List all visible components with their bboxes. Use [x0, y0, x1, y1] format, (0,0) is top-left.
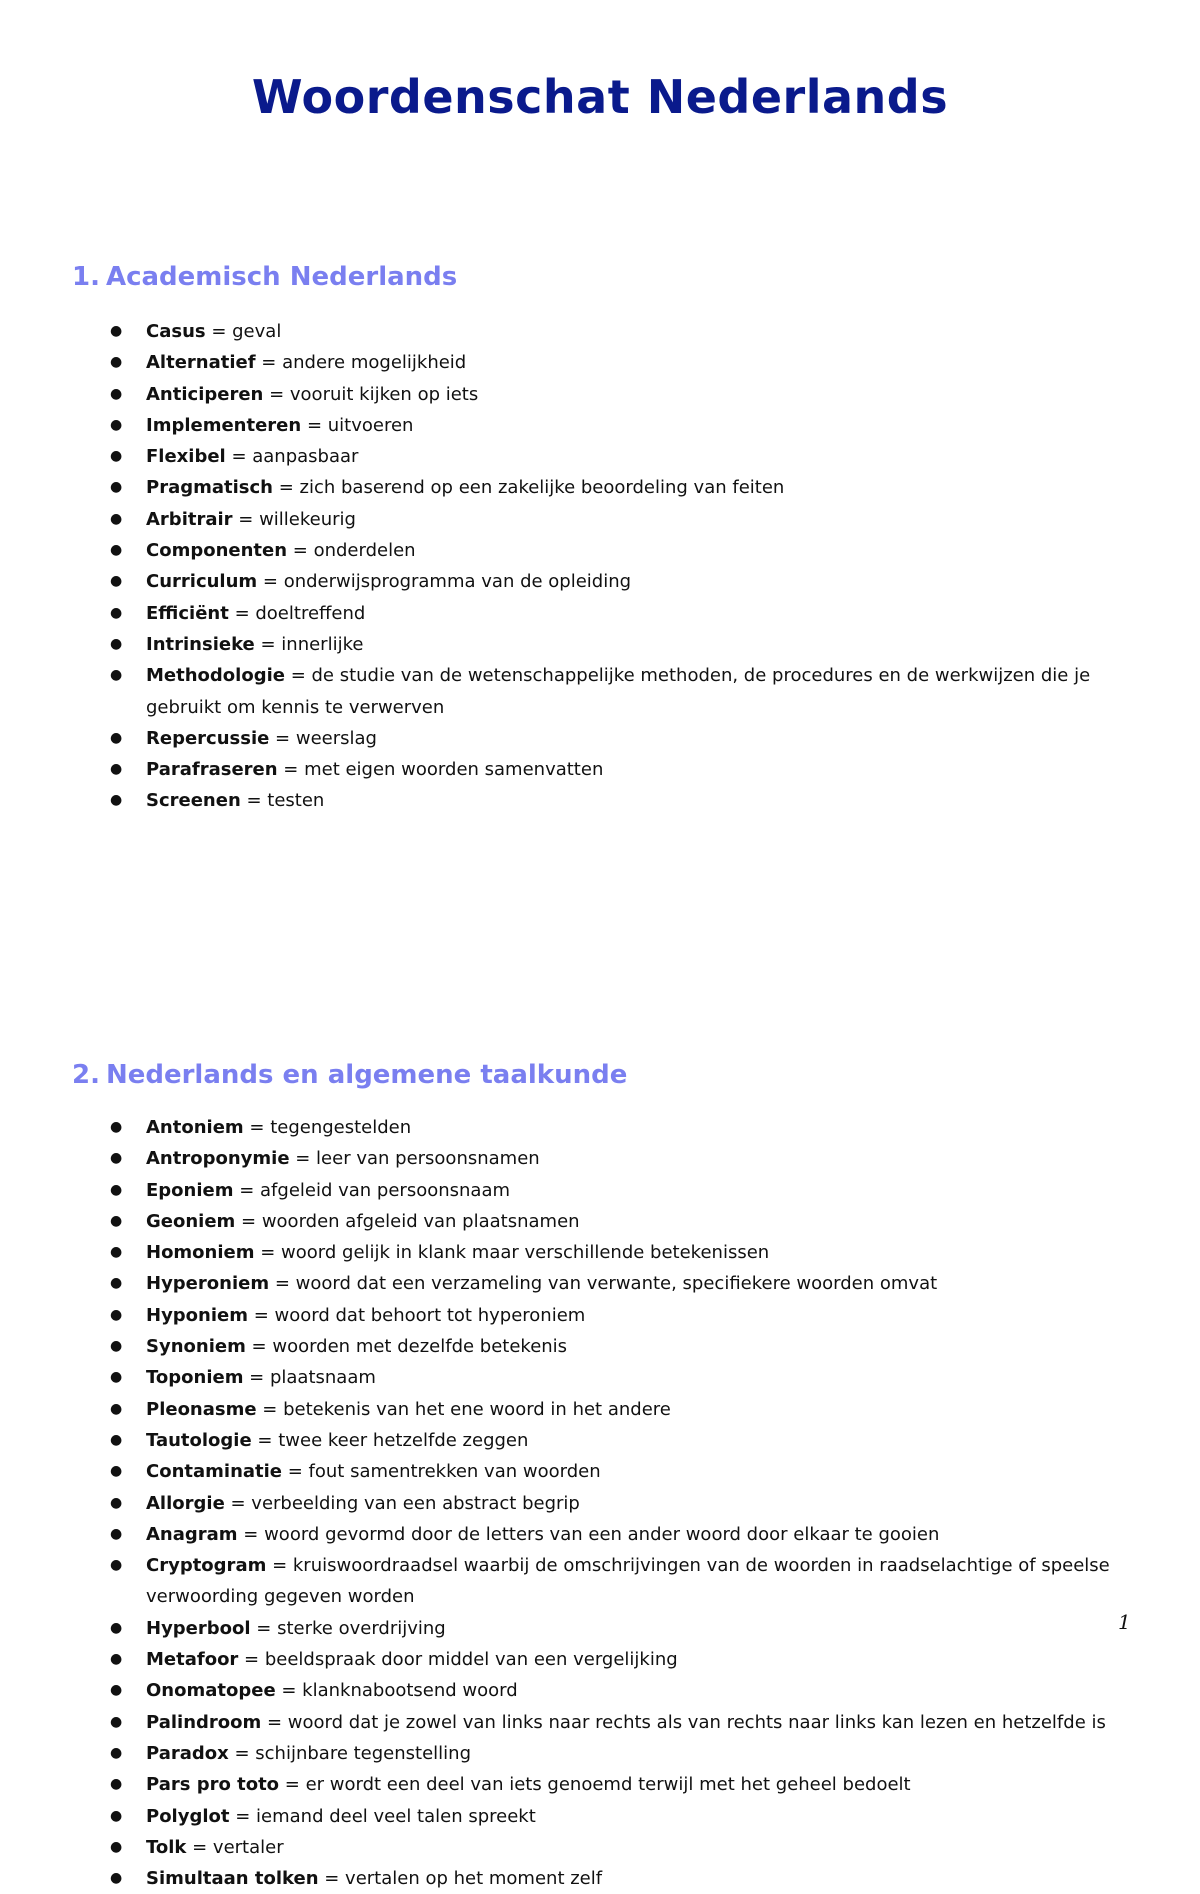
- term-word: Pars pro toto: [146, 1774, 280, 1796]
- term-definition: = tegengestelden: [243, 1117, 412, 1138]
- list-item: [0, 1206, 1150, 1237]
- bullet-icon: ●: [110, 1150, 123, 1167]
- term-word: Metafoor: [146, 1649, 239, 1671]
- term-list-2: [0, 1112, 1150, 1894]
- term-definition: = zich baserend op een zakelijke beoordeling van feiten: [272, 477, 785, 499]
- list-item: [0, 504, 1150, 535]
- term-word: Tautologie: [146, 1429, 252, 1451]
- term-definition: = schijnbare tegenstelling: [228, 1742, 472, 1764]
- list-item: [0, 316, 1150, 347]
- term-word: Methodologie: [146, 665, 285, 687]
- term-word: Palindroom: [146, 1711, 262, 1733]
- section-title-1: Academisch Nederlands: [105, 262, 458, 292]
- list-item: [0, 566, 1150, 597]
- bullet-icon: ●: [110, 1463, 123, 1480]
- bullet-icon: ●: [110, 1494, 123, 1511]
- bullet-icon: ●: [110, 1744, 123, 1761]
- bullet-icon: ●: [110, 1651, 123, 1668]
- term-word: Curriculum: [146, 571, 258, 593]
- bullet-icon: ●: [110, 479, 123, 496]
- term-definition: = plaatsnaam: [243, 1367, 376, 1389]
- list-item: [0, 1143, 1150, 1174]
- bullet-icon: ●: [110, 1244, 123, 1261]
- bullet-icon: ●: [110, 1212, 123, 1229]
- term-definition: = woorden met dezelfde betekenis: [245, 1336, 568, 1358]
- term-definition: = afgeleid van persoonsnaam: [233, 1179, 511, 1201]
- term-definition: = leer van persoonsnamen: [289, 1148, 540, 1170]
- term-word: Arbitrair: [146, 508, 233, 530]
- section-number-2: 2.: [72, 1060, 100, 1090]
- term-word: Hyperbool: [146, 1617, 251, 1639]
- bullet-icon: ●: [110, 792, 123, 809]
- list-item: [0, 1675, 1150, 1706]
- list-item: [0, 1769, 1150, 1800]
- section-heading-2: [72, 1060, 627, 1090]
- term-definition: = uitvoeren: [301, 414, 414, 436]
- term-word: Hyperoniem: [146, 1273, 270, 1295]
- list-item: [0, 410, 1150, 441]
- section-title-2: Nederlands en algemene taalkunde: [105, 1060, 628, 1090]
- term-word: Anticiperen: [146, 383, 264, 405]
- list-item: [0, 441, 1150, 472]
- section-number-1: 1.: [72, 262, 100, 292]
- list-item: [0, 1738, 1150, 1769]
- term-definition: = doeltreffend: [228, 602, 366, 624]
- bullet-icon: ●: [110, 1338, 123, 1355]
- bullet-icon: ●: [110, 1682, 123, 1699]
- list-item: [0, 1425, 1150, 1456]
- term-word: Eponiem: [146, 1179, 234, 1201]
- bullet-icon: ●: [110, 635, 123, 652]
- term-word: Screenen: [146, 790, 241, 812]
- term-definition: = woord dat behoort tot hyperoniem: [248, 1304, 586, 1326]
- term-definition: = iemand deel veel talen spreekt: [229, 1805, 536, 1827]
- term-definition: = betekenis van het ene woord in het andere: [256, 1398, 671, 1420]
- term-word: Tolk: [146, 1836, 187, 1858]
- list-item: [0, 1707, 1150, 1738]
- term-definition: = onderdelen: [287, 540, 416, 562]
- term-definition: = kruiswoordraadsel waarbij de omschrijvingen van de woorden in raadselachtige of speelse verwoording gegeven worden: [146, 1555, 1110, 1608]
- list-item: [0, 1394, 1150, 1425]
- list-item: [0, 660, 1150, 723]
- term-definition: = vertaler: [186, 1836, 284, 1858]
- bullet-icon: ●: [110, 1807, 123, 1824]
- bullet-icon: ●: [110, 542, 123, 559]
- term-word: Anagram: [146, 1523, 238, 1545]
- list-item: [0, 1331, 1150, 1362]
- term-definition: = fout samentrekken van woorden: [282, 1461, 601, 1483]
- list-item: [0, 1175, 1150, 1206]
- term-word: Antroponymie: [146, 1148, 290, 1170]
- term-word: Intrinsieke: [146, 633, 255, 655]
- bullet-icon: ●: [110, 1619, 123, 1636]
- bullet-icon: ●: [110, 1369, 123, 1386]
- term-definition: = beeldspraak door middel van een vergelijking: [238, 1649, 678, 1671]
- list-item: [0, 1268, 1150, 1299]
- term-word: Geoniem: [146, 1210, 236, 1232]
- term-word: Hyponiem: [146, 1304, 248, 1326]
- term-definition: = woord gelijk in klank maar verschillende betekenissen: [254, 1242, 770, 1264]
- term-definition: = klanknabootsend woord: [275, 1680, 518, 1702]
- bullet-icon: ●: [110, 667, 123, 684]
- list-item: [0, 472, 1150, 503]
- term-definition: = testen: [240, 790, 325, 812]
- term-word: Casus: [146, 321, 206, 342]
- term-word: Pragmatisch: [146, 477, 273, 499]
- term-word: Antoniem: [146, 1117, 244, 1138]
- list-item: [0, 1550, 1150, 1613]
- term-word: Toponiem: [146, 1367, 244, 1389]
- list-item: [0, 629, 1150, 660]
- list-item: [0, 1456, 1150, 1487]
- term-word: Homoniem: [146, 1242, 255, 1264]
- list-item: [0, 754, 1150, 785]
- bullet-icon: ●: [110, 1275, 123, 1292]
- bullet-icon: ●: [110, 761, 123, 778]
- term-word: Parafraseren: [146, 759, 278, 781]
- list-item: [0, 785, 1150, 816]
- bullet-icon: ●: [110, 1525, 123, 1542]
- term-definition: = twee keer hetzelfde zeggen: [251, 1429, 529, 1451]
- list-item: [0, 723, 1150, 754]
- term-word: Alternatief: [146, 352, 256, 374]
- term-definition: = de studie van de wetenschappelijke methoden, de procedures en de werkwijzen die je gebruikt om kennis te verwerven: [146, 665, 1091, 718]
- bullet-icon: ●: [110, 416, 123, 433]
- list-item: [0, 1488, 1150, 1519]
- bullet-icon: ●: [110, 385, 123, 402]
- bullet-icon: ●: [110, 1181, 123, 1198]
- bullet-icon: ●: [110, 573, 123, 590]
- bullet-icon: ●: [110, 729, 123, 746]
- bullet-icon: ●: [110, 354, 123, 371]
- term-definition: = woord dat je zowel van links naar rechts als van rechts naar links kan lezen en hetzelfde is: [261, 1711, 1106, 1733]
- list-item: [0, 1644, 1150, 1675]
- page-number: 1: [1118, 1610, 1131, 1634]
- bullet-icon: ●: [110, 1838, 123, 1855]
- bullet-icon: ●: [110, 1431, 123, 1448]
- term-definition: = willekeurig: [232, 508, 356, 530]
- term-word: Synoniem: [146, 1336, 246, 1358]
- term-definition: = innerlijke: [254, 633, 364, 655]
- list-item: [0, 535, 1150, 566]
- term-definition: = er wordt een deel van iets genoemd terwijl met het geheel bedoelt: [279, 1774, 911, 1796]
- term-word: Repercussie: [146, 727, 270, 749]
- term-word: Cryptogram: [146, 1555, 267, 1577]
- term-definition: = woorden afgeleid van plaatsnamen: [235, 1210, 580, 1232]
- term-word: Contaminatie: [146, 1461, 283, 1483]
- bullet-icon: ●: [110, 1306, 123, 1323]
- list-item: [0, 1362, 1150, 1393]
- term-definition: = weerslag: [269, 727, 377, 749]
- bullet-icon: ●: [110, 510, 123, 527]
- bullet-icon: ●: [110, 1400, 123, 1417]
- term-word: Simultaan tolken: [146, 1868, 319, 1890]
- list-item: [0, 1237, 1150, 1268]
- term-word: Pleonasme: [146, 1398, 257, 1420]
- term-definition: = vooruit kijken op iets: [263, 383, 479, 405]
- document-title: Woordenschat Nederlands: [251, 70, 949, 124]
- list-item: [0, 1832, 1150, 1863]
- bullet-icon: ●: [110, 448, 123, 465]
- bullet-icon: ●: [110, 1713, 123, 1730]
- term-word: Paradox: [146, 1742, 229, 1764]
- term-list-1: [0, 316, 1150, 817]
- term-definition: = vertalen op het moment zelf: [318, 1868, 603, 1890]
- term-definition: = met eigen woorden samenvatten: [277, 759, 604, 781]
- term-definition: = sterke overdrijving: [250, 1617, 446, 1639]
- term-word: Componenten: [146, 540, 288, 562]
- bullet-icon: ●: [110, 1557, 123, 1574]
- term-word: Flexibel: [146, 446, 226, 468]
- term-definition: = verbeelding van een abstract begrip: [224, 1492, 580, 1514]
- list-item: [0, 1613, 1150, 1644]
- term-word: Implementeren: [146, 414, 302, 436]
- list-item: [0, 1112, 1150, 1143]
- term-word: Polyglot: [146, 1805, 230, 1827]
- bullet-icon: ●: [110, 604, 123, 621]
- bullet-icon: ●: [110, 1776, 123, 1793]
- section-heading-1: [72, 262, 457, 292]
- term-definition: = andere mogelijkheid: [255, 352, 467, 374]
- term-word: Allorgie: [146, 1492, 225, 1514]
- term-definition: = geval: [205, 321, 282, 342]
- list-item: [0, 347, 1150, 378]
- list-item: [0, 379, 1150, 410]
- bullet-icon: ●: [110, 323, 123, 339]
- term-definition: = woord dat een verzameling van verwante, specifiekere woorden omvat: [269, 1273, 938, 1295]
- list-item: [0, 1801, 1150, 1832]
- term-definition: = onderwijsprogramma van de opleiding: [257, 571, 632, 593]
- list-item: [0, 1300, 1150, 1331]
- bullet-icon: ●: [110, 1119, 123, 1135]
- bullet-icon: ●: [110, 1870, 123, 1887]
- term-definition: = aanpasbaar: [225, 446, 359, 468]
- list-item: [0, 1863, 1150, 1894]
- term-word: Efficiënt: [146, 602, 229, 624]
- list-item: [0, 1519, 1150, 1550]
- term-word: Onomatopee: [146, 1680, 276, 1702]
- list-item: [0, 598, 1150, 629]
- term-definition: = woord gevormd door de letters van een ander woord door elkaar te gooien: [237, 1523, 940, 1545]
